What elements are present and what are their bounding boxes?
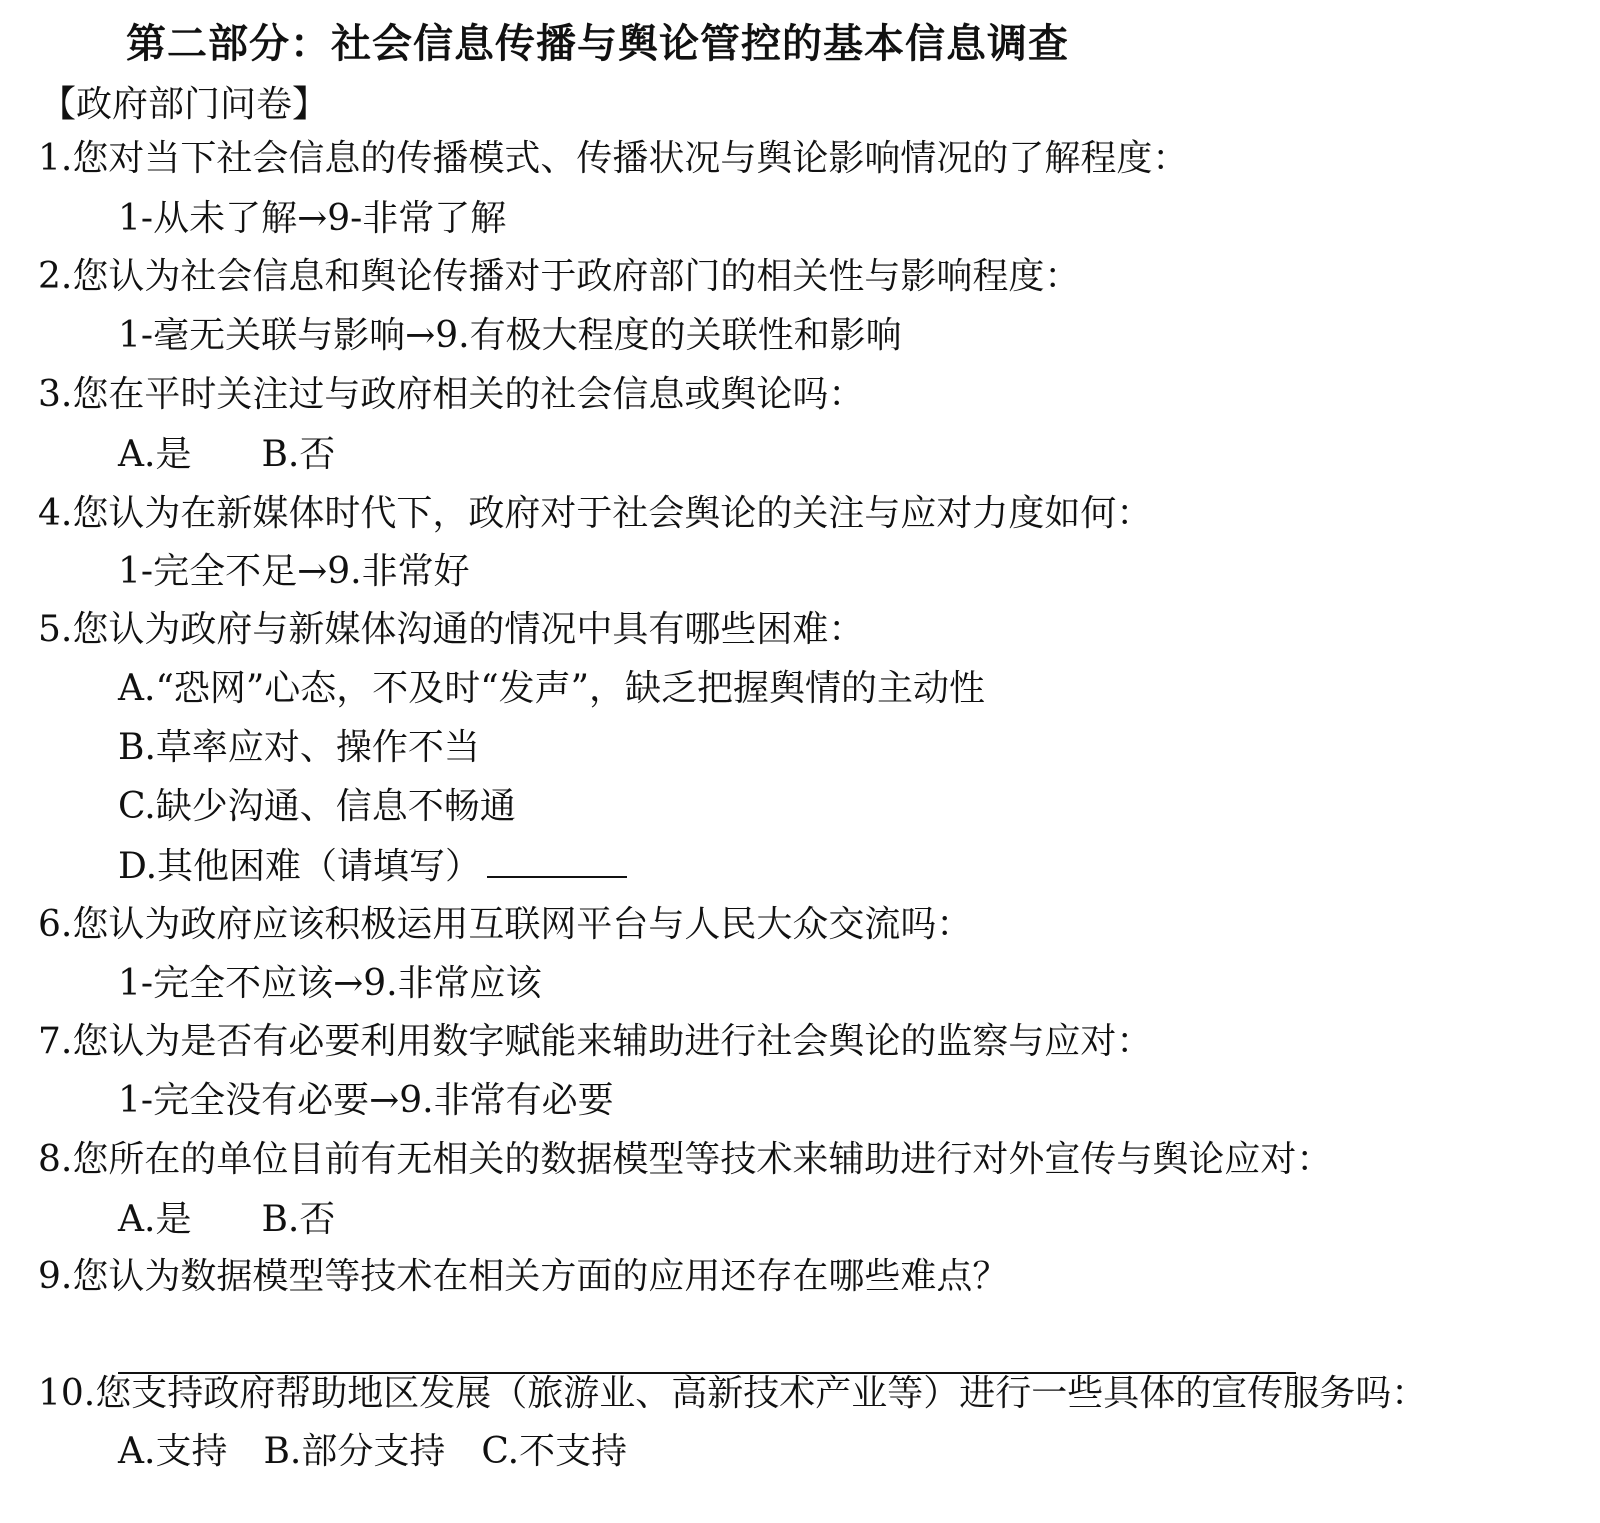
question-10: 10.您支持政府帮助地区发展（旅游业、高新技术产业等）进行一些具体的宣传服务吗： [38,1373,1428,1414]
question-4-scale: 1-完全不足→9.非常好 [118,551,470,592]
question-8-options [118,1199,336,1240]
question-3-options [118,434,336,475]
question-3: 3.您在平时关注过与政府相关的社会信息或舆论吗： [38,374,865,415]
question-1: 1.您对当下社会信息的传播模式、传播状况与舆论影响情况的了解程度： [38,138,1189,179]
question-5: 5.您认为政府与新媒体沟通的情况中具有哪些困难： [38,609,865,650]
question-1-scale: 1-从未了解→9-非常了解 [118,198,507,239]
question-5-option-b[interactable]: B.草率应对、操作不当 [118,727,480,768]
option-a[interactable]: A.是 [118,1199,192,1240]
question-5-option-d[interactable] [118,848,627,885]
question-7-scale: 1-完全没有必要→9.非常有必要 [118,1080,614,1121]
question-2-scale: 1-毫无关联与影响→9.有极大程度的关联性和影响 [118,315,902,356]
question-7: 7.您认为是否有必要利用数字赋能来辅助进行社会舆论的监察与应对： [38,1021,1153,1062]
question-5-option-c[interactable]: C.缺少沟通、信息不畅通 [118,786,516,827]
question-6-scale: 1-完全不应该→9.非常应该 [118,963,542,1004]
questionnaire-subtitle: 【政府部门问卷】 [40,84,329,125]
option-b[interactable]: B.部分支持 [263,1431,446,1472]
option-b[interactable]: B.否 [261,1199,336,1240]
fill-in-blank[interactable] [487,848,627,878]
page-title: 第二部分：社会信息传播与舆论管控的基本信息调查 [126,20,1069,67]
question-8: 8.您所在的单位目前有无相关的数据模型等技术来辅助进行对外宣传与舆论应对： [38,1139,1333,1180]
option-a[interactable]: A.是 [118,434,192,475]
question-2: 2.您认为社会信息和舆论传播对于政府部门的相关性与影响程度： [38,256,1081,297]
option-d-label: D.其他困难（请填写） [118,846,482,887]
option-a[interactable]: A.支持 [118,1431,228,1472]
option-c[interactable]: C.不支持 [481,1431,628,1472]
question-9: 9.您认为数据模型等技术在相关方面的应用还存在哪些难点？ [38,1256,1009,1297]
option-b[interactable]: B.否 [261,434,336,475]
question-10-options [118,1431,628,1472]
question-5-option-a[interactable]: A.“恐网”心态，不及时“发声”，缺乏把握舆情的主动性 [118,668,986,709]
question-6: 6.您认为政府应该积极运用互联网平台与人民大众交流吗： [38,904,973,945]
question-4: 4.您认为在新媒体时代下，政府对于社会舆论的关注与应对力度如何： [38,493,1153,534]
